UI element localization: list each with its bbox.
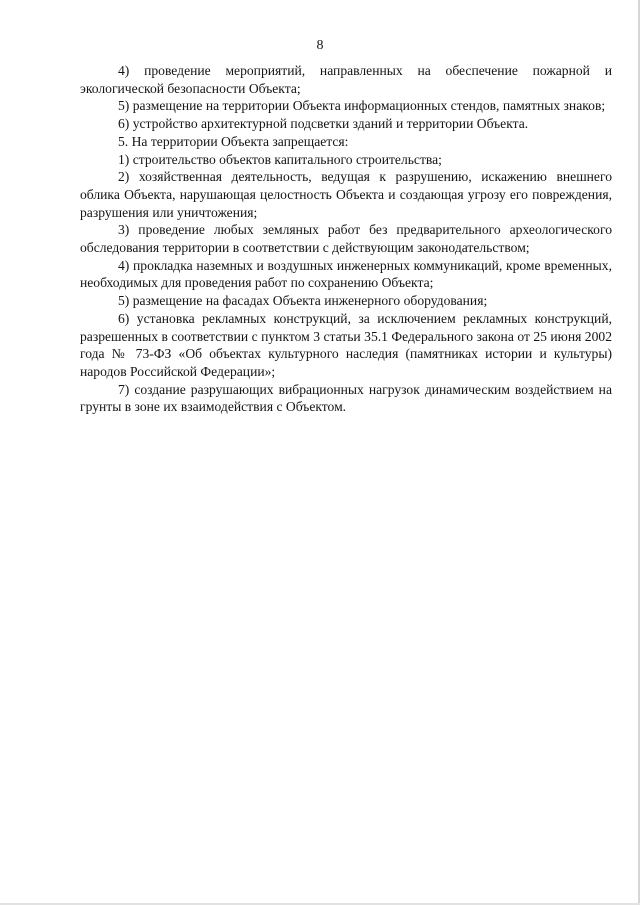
- paragraph-item-5-info-stands: 5) размещение на территории Объекта информационных стендов, памятных знаков;: [118, 98, 606, 114]
- paragraph-item-6-lighting: 6) устройство архитектурной подсветки зданий и территории Объекта.: [118, 116, 529, 132]
- paragraph-section-5-prohibitions: 5. На территории Объекта запрещается:: [118, 133, 349, 149]
- paragraph-prohibition-1-construction: 1) строительство объектов капитального строительства;: [118, 151, 442, 167]
- paragraph-prohibition-7-vibration: 7) создание разрушающих вибрационных нагрузок динамическим воздействием на грунты в зоне их взаимодействия с Объектом.: [80, 381, 612, 415]
- paragraph-prohibition-5-facade-equipment: 5) размещение на фасадах Объекта инженерного оборудования;: [118, 293, 488, 309]
- paragraph-prohibition-6-advertising: 6) установка рекламных конструкций, за исключением рекламных конструкций, разрешенных в соответствии с пунктом 3 статьи 35.1 Федерального закона от 25 июня 2002 года № 73-ФЗ «Об объектах культурного наследия (памятниках истории и культуры) народов Российской Федерации»;: [80, 310, 612, 379]
- paragraph-prohibition-3-earthworks: 3) проведение любых земляных работ без предварительного археологического обследования территории в соответствии с действующим законодательством;: [80, 222, 612, 256]
- paragraph-prohibition-4-communications: 4) прокладка наземных и воздушных инженерных коммуникаций, кроме временных, необходимых для проведения работ по сохранению Объекта;: [80, 257, 612, 291]
- page-number: 8: [316, 38, 324, 53]
- paragraph-prohibition-2-economic-activity: 2) хозяйственная деятельность, ведущая к разрушению, искажению внешнего облика Объекта, нарушающая целостность Объекта и создающая угрозу его повреждения, разрушения или уничтожения;: [80, 169, 612, 220]
- document-body: [80, 62, 612, 416]
- paragraph-item-4-fire-ecology-safety: 4) проведение мероприятий, направленных на обеспечение пожарной и экологической безопасности Объекта;: [80, 63, 612, 96]
